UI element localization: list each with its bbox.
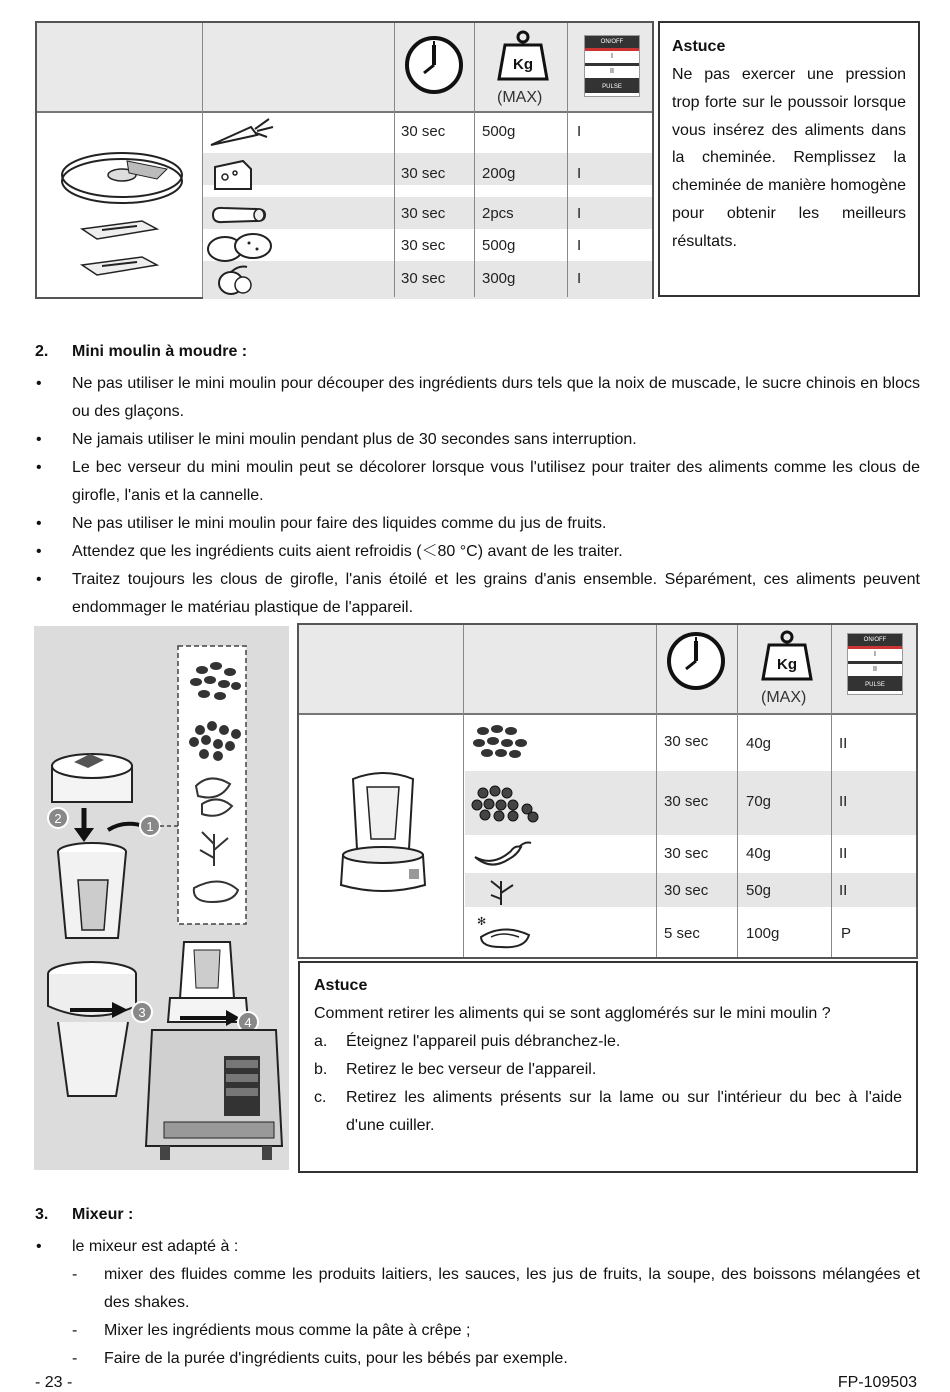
coffee-beans-icon bbox=[473, 721, 531, 761]
herbs-icon bbox=[485, 875, 519, 907]
table-cell-time: 30 sec bbox=[401, 205, 446, 222]
clock-icon bbox=[664, 629, 728, 693]
product-code: FP-109503 bbox=[837, 1374, 917, 1391]
table-cell-time: 30 sec bbox=[401, 237, 446, 254]
table-cell-weight: 70g bbox=[746, 793, 772, 810]
list-item: b. Retirez le bec verseur de l'appareil. bbox=[314, 1060, 597, 1078]
assembly-illustration bbox=[34, 626, 289, 1170]
table-cell-speed: I bbox=[577, 205, 582, 222]
grinder-table bbox=[297, 623, 918, 959]
section-title: Mini moulin à moudre : bbox=[72, 343, 248, 360]
clock-icon bbox=[402, 33, 466, 97]
carrot-icon bbox=[207, 117, 277, 151]
slicing-disc-illustration bbox=[57, 143, 187, 293]
table-cell-time: 5 sec bbox=[664, 925, 700, 942]
list-item: - Mixer les ingrédients mous comme la pâte à crêpe ; bbox=[72, 1317, 920, 1345]
table-cell-time: 30 sec bbox=[401, 165, 446, 182]
table-cell-weight: 40g bbox=[746, 845, 772, 862]
bullet-list bbox=[35, 370, 920, 622]
section-heading bbox=[35, 343, 247, 361]
speed-switch-icon: ON/OFF I II PULSE bbox=[584, 35, 640, 97]
table-cell-weight: 100g bbox=[746, 925, 780, 942]
table-cell-speed: P bbox=[841, 925, 852, 942]
cucumber-icon bbox=[209, 203, 269, 227]
max-label: (MAX) bbox=[497, 89, 543, 106]
table-cell-weight: 40g bbox=[746, 735, 772, 752]
tip-box bbox=[298, 961, 918, 1173]
dash-list bbox=[72, 1261, 920, 1373]
list-item: - mixer des fluides comme les produits laitiers, les sauces, les jus de fruits, la soupe, des boissons mélangées et des shakes. bbox=[72, 1261, 920, 1317]
max-label: (MAX) bbox=[761, 689, 807, 706]
table-cell-speed: II bbox=[839, 735, 848, 752]
table-cell-speed: II bbox=[839, 882, 848, 899]
weight-icon bbox=[495, 29, 551, 85]
tip-text: Ne pas exercer une pression trop forte sur le poussoir lorsque vous insérez des aliments dans la cheminée. Remplissez la cheminée de manière homogène pour obtenir les meilleurs résultats. bbox=[672, 66, 906, 250]
list-item: • Ne pas utiliser le mini moulin pour faire des liquides comme du jus de fruits. bbox=[35, 510, 920, 538]
speed-switch-icon: ON/OFF I II PULSE bbox=[847, 633, 903, 695]
table-header bbox=[37, 23, 652, 113]
bullet-list bbox=[35, 1233, 920, 1261]
table-cell-time: 30 sec bbox=[401, 123, 446, 140]
list-item: • Ne pas utiliser le mini moulin pour découper des ingrédients durs tels que la noix de muscade, le sucre chinois en blocs ou des glaçons. bbox=[35, 370, 920, 426]
frozen-meat-icon bbox=[473, 913, 537, 953]
onion-icon bbox=[213, 263, 257, 297]
tip-title: Astuce bbox=[672, 38, 726, 55]
steps-list bbox=[314, 1028, 902, 1140]
table-cell-time: 30 sec bbox=[664, 793, 709, 810]
table-cell-speed: I bbox=[577, 165, 582, 182]
svg-text:✻: ✻ bbox=[477, 915, 487, 928]
table-cell-weight: 50g bbox=[746, 882, 772, 899]
section-heading bbox=[35, 1206, 133, 1224]
chili-pepper-icon bbox=[471, 837, 535, 867]
table-cell-weight: 500g bbox=[482, 123, 516, 140]
table-header bbox=[299, 625, 916, 715]
table-cell-weight: 300g bbox=[482, 270, 516, 287]
svg-text:Kg: Kg bbox=[777, 656, 797, 673]
table-cell-speed: II bbox=[839, 793, 848, 810]
table-cell-weight: 2pcs bbox=[482, 205, 514, 222]
list-item: • Traitez toujours les clous de girofle, l'anis étoilé et les grains d'anis ensemble. Séparément, ces aliments peuvent endommager le matériau plastique de l'appareil. bbox=[35, 566, 920, 622]
tip-intro: Comment retirer les aliments qui se sont agglomérés sur le mini moulin ? bbox=[314, 1005, 831, 1022]
list-item: c. Retirez les aliments présents sur la lame ou sur l'intérieur du bec à l'aide d'une cuiller. bbox=[314, 1088, 902, 1134]
table-cell-time: 30 sec bbox=[664, 882, 709, 899]
svg-text:Kg: Kg bbox=[513, 56, 533, 73]
table-cell-speed: I bbox=[577, 237, 582, 254]
svg-text:3: 3 bbox=[138, 1005, 146, 1020]
table-cell-weight: 500g bbox=[482, 237, 516, 254]
potato-icon bbox=[205, 231, 275, 263]
peppercorns-icon bbox=[471, 783, 541, 823]
tip-box bbox=[658, 21, 920, 297]
table-cell-speed: I bbox=[577, 270, 582, 287]
svg-text:4: 4 bbox=[244, 1015, 252, 1030]
table-cell-time: 30 sec bbox=[664, 733, 709, 750]
list-item: - Faire de la purée d'ingrédients cuits, pour les bébés par exemple. bbox=[72, 1345, 920, 1373]
svg-text:1: 1 bbox=[146, 819, 154, 834]
section-number: 3. bbox=[35, 1206, 49, 1223]
table-cell-speed: II bbox=[839, 845, 848, 862]
section-title: Mixeur : bbox=[72, 1206, 134, 1223]
table-cell-weight: 200g bbox=[482, 165, 516, 182]
tip-title: Astuce bbox=[314, 977, 368, 994]
list-item: a. Éteignez l'appareil puis débranchez-le. bbox=[314, 1032, 621, 1050]
mini-grinder-illustration bbox=[333, 765, 433, 895]
page-number: - 23 - bbox=[35, 1374, 73, 1391]
svg-text:2: 2 bbox=[54, 811, 62, 826]
table-cell-time: 30 sec bbox=[664, 845, 709, 862]
list-item: • Le bec verseur du mini moulin peut se décolorer lorsque vous l'utilisez pour traiter des aliments comme les clous de girofle, l'anis et la cannelle. bbox=[35, 454, 920, 510]
list-item: • Attendez que les ingrédients cuits aient refroidis (＜80 °C) avant de les traiter. bbox=[35, 538, 920, 566]
list-item: • Ne jamais utiliser le mini moulin pendant plus de 30 secondes sans interruption. bbox=[35, 426, 920, 454]
slicing-table bbox=[35, 21, 654, 299]
section-number: 2. bbox=[35, 343, 49, 360]
list-item: • le mixeur est adapté à : bbox=[35, 1233, 920, 1261]
cheese-icon bbox=[213, 159, 255, 193]
weight-icon bbox=[759, 629, 815, 685]
table-cell-time: 30 sec bbox=[401, 270, 446, 287]
table-cell-speed: I bbox=[577, 123, 582, 140]
